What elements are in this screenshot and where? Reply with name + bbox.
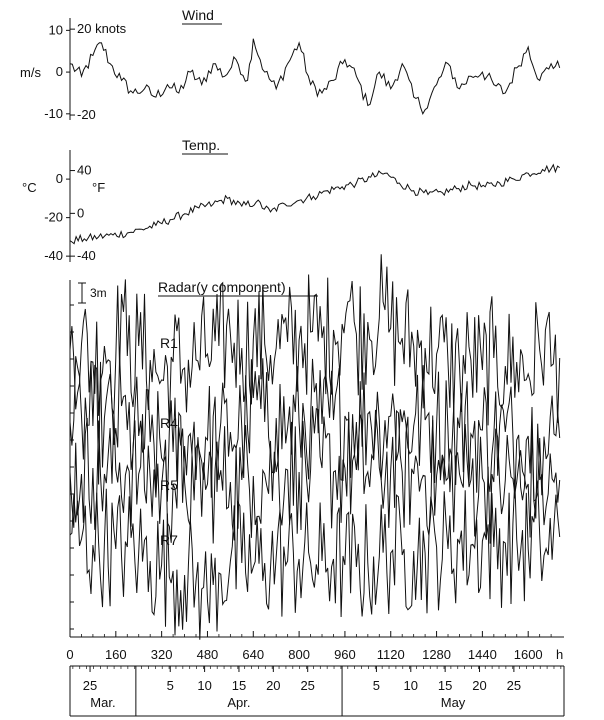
day-tick-label: 10 [197, 678, 212, 693]
day-tick-label: 15 [437, 678, 453, 693]
wind-left-tick-label: 10 [48, 22, 63, 38]
hour-tick-label: 0 [66, 647, 74, 662]
hour-tick-label: 960 [334, 647, 356, 662]
temp-right-tick-label: 0 [77, 205, 85, 221]
wind-right-tick-label: -20 [77, 107, 96, 123]
hour-tick-label: 1600 [513, 647, 543, 662]
wind-left-tick-label: 0 [55, 64, 63, 80]
day-tick-label: 25 [82, 678, 98, 693]
temp-left-tick-label: 0 [55, 171, 63, 187]
radar-series-r7 [70, 480, 560, 640]
temp-series-line [70, 162, 560, 244]
day-tick-label: 25 [506, 678, 522, 693]
scale-bar-label: 3m [90, 286, 107, 300]
temp-left-tick-label: -40 [44, 248, 63, 264]
temp-ylabel-f: °F [92, 180, 106, 195]
month-label: May [440, 695, 466, 710]
temp-title: Temp. [182, 137, 221, 153]
hour-tick-label: 320 [150, 647, 173, 662]
day-tick-label: 5 [372, 678, 381, 693]
hour-tick-label: 800 [288, 647, 310, 662]
temp-left-tick-label: -20 [44, 209, 63, 225]
hour-tick-label: 480 [196, 647, 219, 662]
day-tick-label: 10 [403, 678, 419, 693]
wind-panel [20, 7, 560, 122]
day-tick-label: 15 [231, 678, 247, 693]
hours-unit-label: h [556, 647, 564, 662]
hours-axis [66, 631, 564, 662]
radar-panel [70, 254, 560, 639]
hour-tick-label: 1440 [467, 647, 497, 662]
day-tick-label: 5 [166, 678, 174, 693]
radar-label-r1: R1 [160, 335, 178, 351]
month-label: Mar. [90, 695, 116, 710]
radar-series-r5 [70, 406, 560, 543]
date-axis [70, 666, 564, 716]
wind-left-tick-label: -10 [44, 105, 63, 121]
temp-panel [22, 137, 560, 263]
radar-label-r7: R7 [160, 532, 178, 548]
radar-label-r4: R4 [160, 415, 178, 431]
day-tick-label: 25 [300, 678, 315, 693]
hour-tick-label: 1120 [376, 647, 405, 662]
wind-ylabel: m/s [20, 65, 41, 80]
temp-right-tick-label: 40 [77, 162, 92, 178]
hour-tick-label: 1280 [422, 647, 452, 662]
temp-right-tick-label: -40 [77, 248, 96, 264]
scale-bar [78, 283, 107, 303]
radar-title: Radar(y component) [158, 279, 286, 295]
wind-series-line [70, 39, 560, 114]
radar-label-r5: R5 [160, 477, 178, 493]
hour-tick-label: 640 [242, 647, 265, 662]
temp-ylabel-c: °C [22, 180, 37, 195]
hour-tick-label: 160 [104, 647, 127, 662]
month-label: Apr. [227, 695, 251, 710]
wind-title: Wind [182, 7, 214, 23]
day-tick-label: 20 [472, 678, 487, 693]
wind-right-tick-label: 20 knots [77, 21, 127, 37]
day-tick-label: 20 [266, 678, 281, 693]
